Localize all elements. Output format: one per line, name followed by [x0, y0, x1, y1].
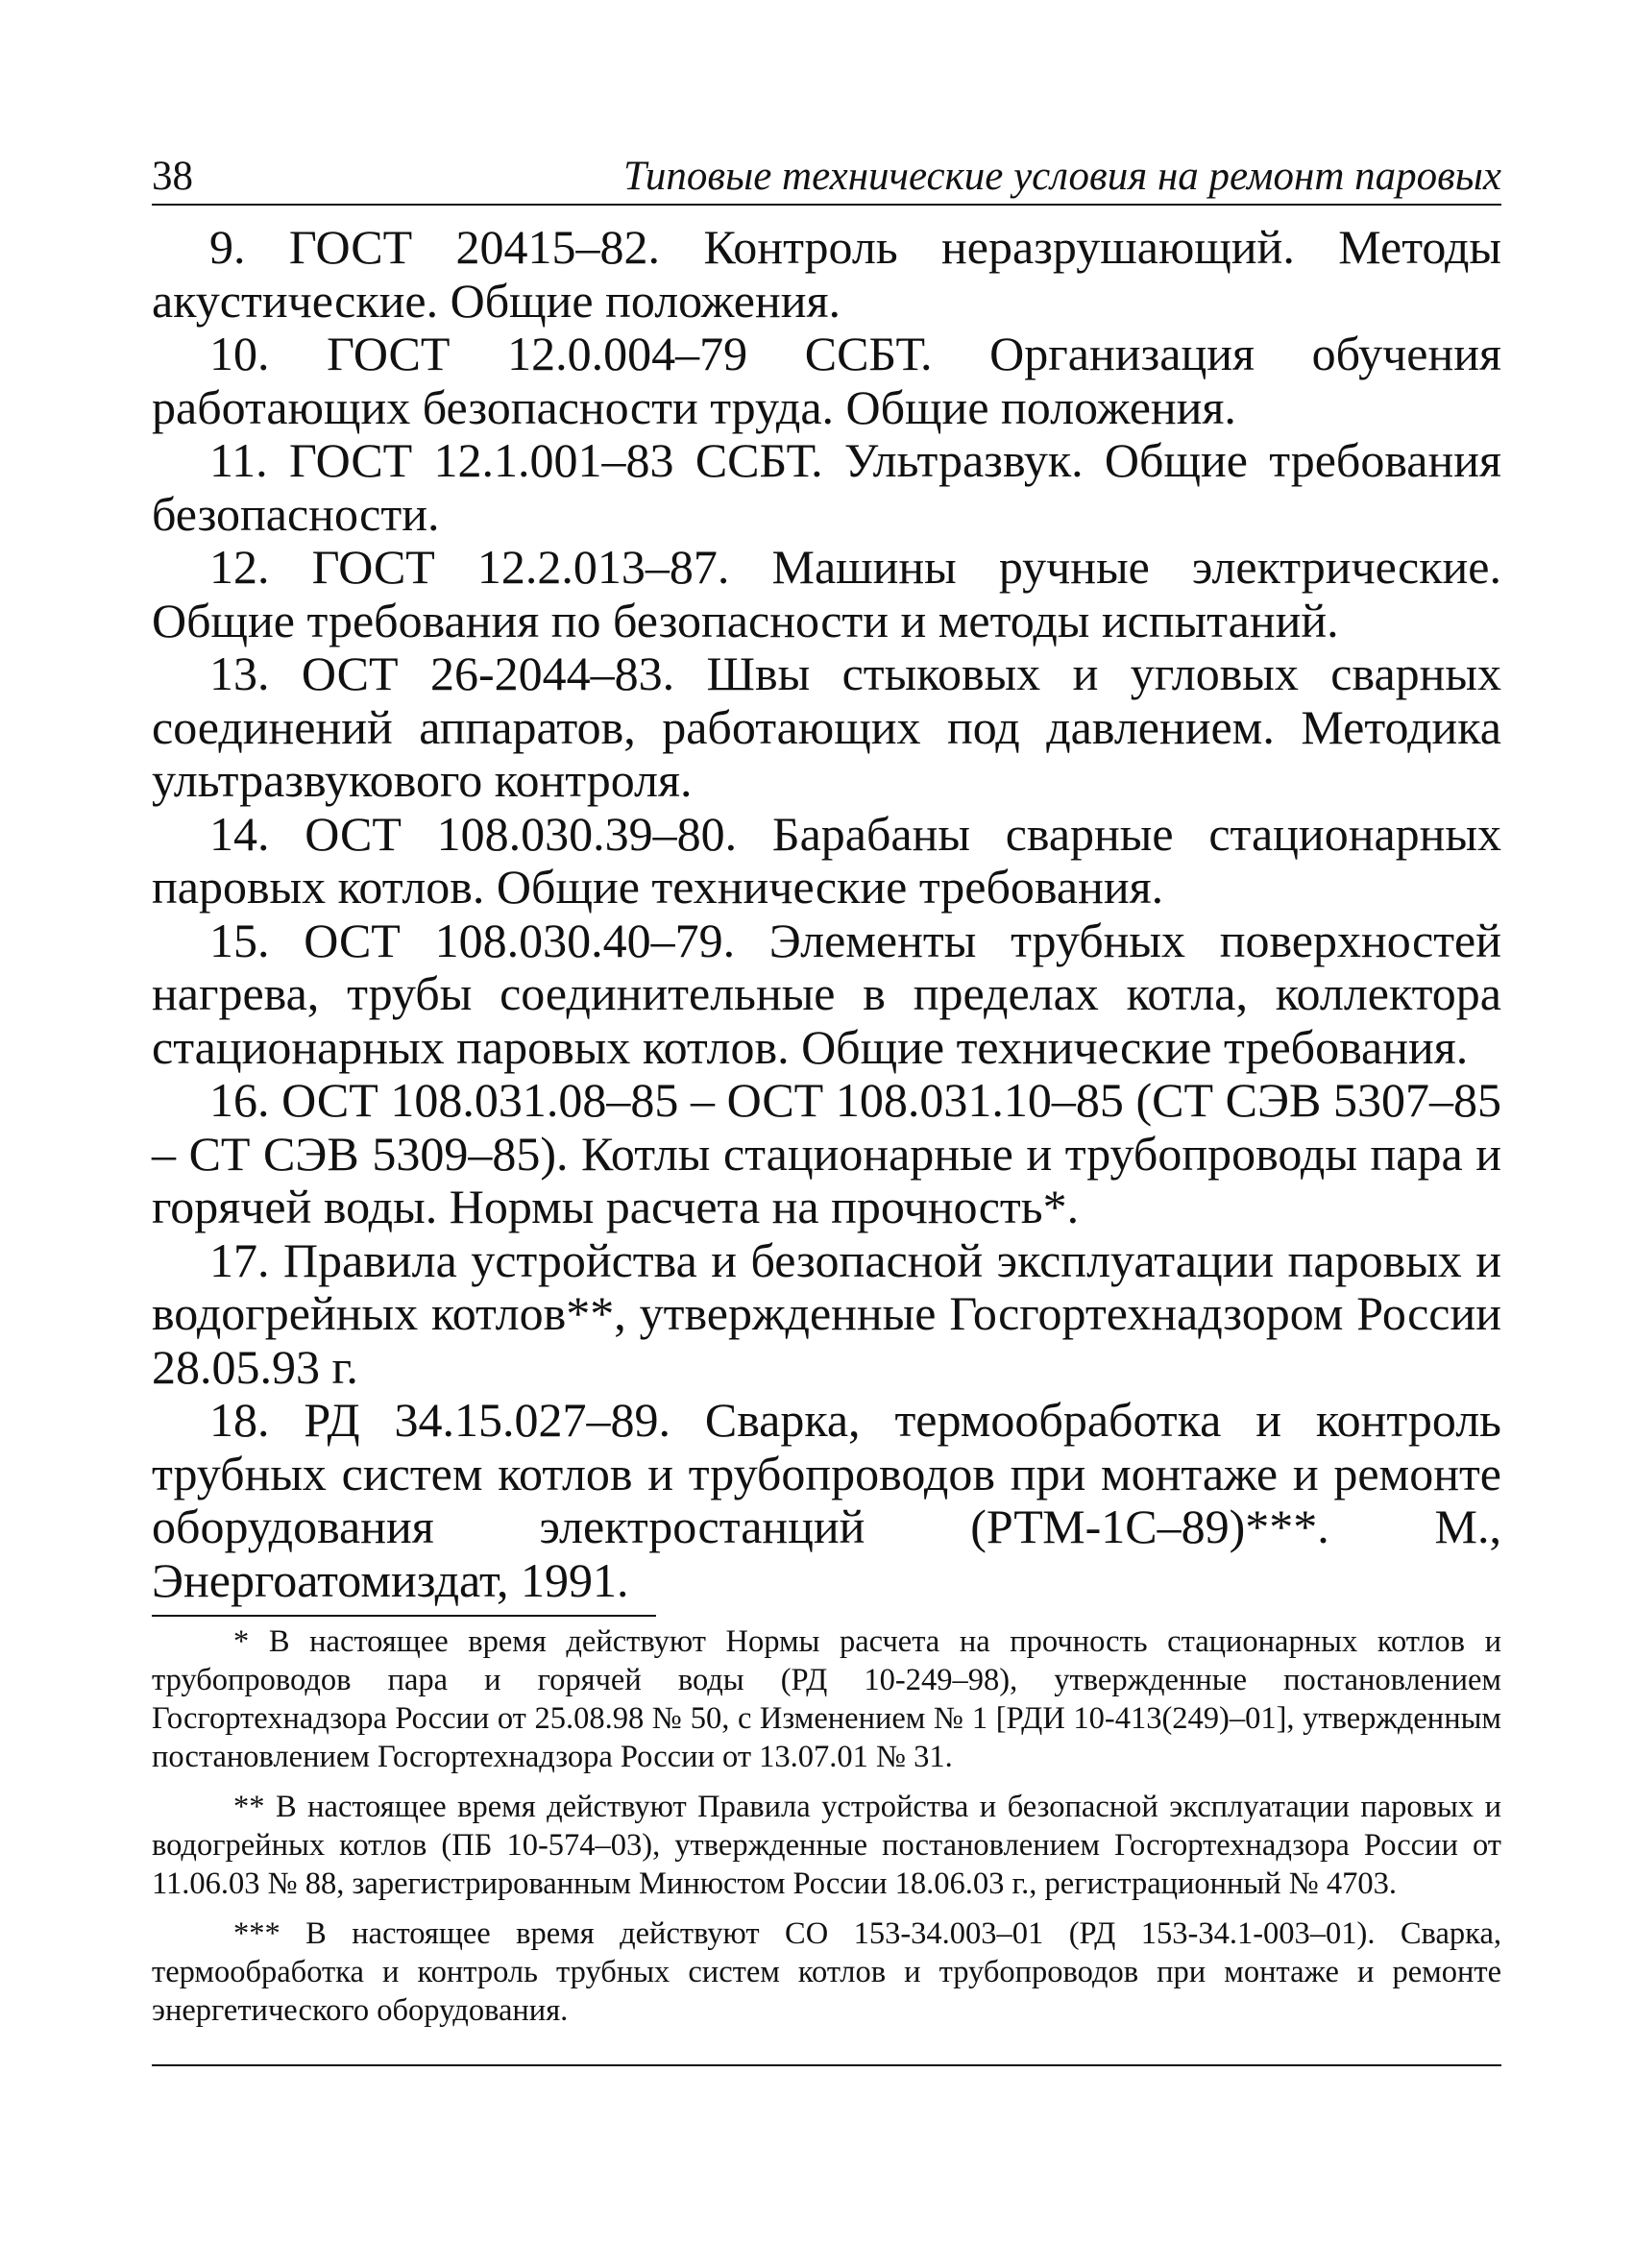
document-page: [152, 144, 1501, 2066]
reference-item: 11. ГОСТ 12.1.001–83 ССБТ. Ультразвук. Общие требования безопасности.: [152, 433, 1501, 541]
page-header: [152, 144, 1501, 206]
footnote: *** В настоящее время действуют СО 153-34.003–01 (РД 153-34.1-003–01). Сварка, термообработка и контроль трубных систем котлов и трубопроводов при монтаже и ремонте энергетического оборудования.: [152, 1916, 1501, 2028]
footnote: ** В настоящее время действуют Правила устройства и безопасной эксплуатации паровых и водогрейных котлов (ПБ 10-574–03), утвержденные постановлением Госгортехнадзора России от 11.06.03 № 88, зарегистрированным Минюстом России 18.06.03 г., регистрационный № 4703.: [152, 1790, 1501, 1901]
footnote: * В настоящее время действуют Нормы расчета на прочность стационарных котлов и трубопроводов пара и горячей воды (РД 10-249–98), утвержденные постановлением Госгортехнадзора России от 25.08.98 № 50, с Изменением № 1 [РДИ 10-413(249)–01], утвержденным постановлением Госгортехнадзора России от 13.07.01 № 31.: [152, 1624, 1501, 1774]
reference-item: 10. ГОСТ 12.0.004–79 ССБТ. Организация обучения работающих безопасности труда. Общие положения.: [152, 327, 1501, 434]
footnotes: [152, 1622, 1501, 2030]
bottom-rule: [152, 2064, 1501, 2066]
reference-item: 17. Правила устройства и безопасной эксплуатации паровых и водогрейных котлов**, утвержденные Госгортехнадзором России 28.05.93 г.: [152, 1232, 1501, 1394]
reference-item: 12. ГОСТ 12.2.013–87. Машины ручные электрические. Общие требования по безопасности и методы испытаний.: [152, 540, 1501, 647]
reference-item: 18. РД 34.15.027–89. Сварка, термообработка и контроль трубных систем котлов и трубопроводов при монтаже и ремонте оборудования электростанций (РТМ-1С–89)***. М., Энергоатомиздат, 1991.: [152, 1393, 1501, 1607]
reference-item: 16. ОСТ 108.031.08–85 – ОСТ 108.031.10–85 (СТ СЭВ 5307–85 – СТ СЭВ 5309–85). Котлы стационарные и трубопроводы пара и горячей воды. Нормы расчета на прочность*.: [152, 1073, 1501, 1233]
reference-item: 9. ГОСТ 20415–82. Контроль неразрушающий. Методы акустические. Общие положения.: [152, 220, 1501, 328]
reference-item: 13. ОСТ 26-2044–83. Швы стыковых и угловых сварных соединений аппаратов, работающих под давлением. Методика ультразвукового контроля.: [152, 646, 1501, 807]
reference-item: 14. ОСТ 108.030.39–80. Барабаны сварные стационарных паровых котлов. Общие технические требования.: [152, 806, 1501, 914]
running-title: Типовые технические условия на ремонт паровых: [623, 154, 1501, 199]
page-number: 38: [152, 154, 193, 199]
footnote-separator: [152, 1615, 656, 1617]
reference-item: 15. ОСТ 108.030.40–79. Элементы трубных поверхностей нагрева, трубы соединительные в пределах котла, коллектора стационарных паровых котлов. Общие технические требования.: [152, 913, 1501, 1074]
reference-list: [152, 221, 1501, 1607]
